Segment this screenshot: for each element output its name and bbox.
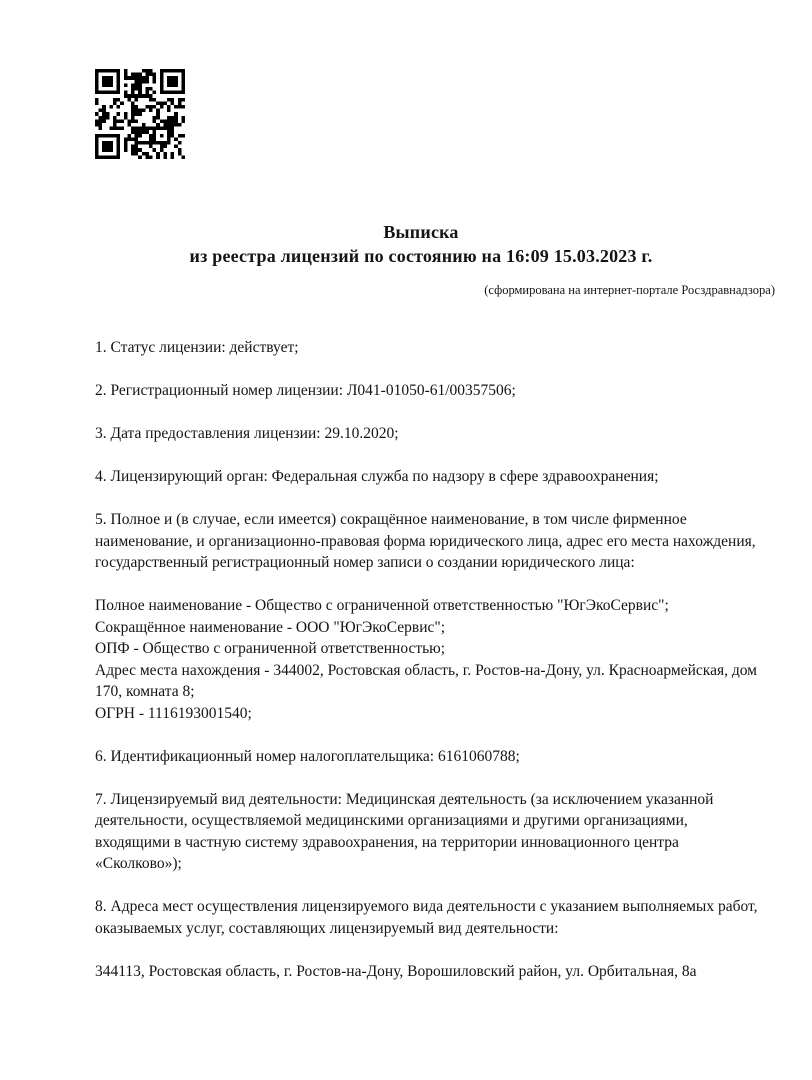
- paragraph-org-details: [95, 595, 760, 724]
- paragraph-activity-address: 344113, Ростовская область, г. Ростов-на-Дону, Ворошиловский район, ул. Орбитальная, 8а: [95, 962, 697, 980]
- paragraph-license-status: 1. Статус лицензии: действует;: [95, 339, 299, 356]
- document-title-line2: из реестра лицензий по состоянию на 16:09 15.03.2023 г.: [189, 246, 653, 266]
- org-detail-full-name: Полное наименование - Общество с ограниченной ответственностью "ЮгЭкоСервис";: [95, 597, 669, 614]
- paragraph-taxpayer-number: 6. Идентификационный номер налогоплательщика: 6161060788;: [95, 747, 520, 765]
- org-detail-short-name: Сокращённое наименование - ООО "ЮгЭкоСервис";: [95, 618, 446, 636]
- paragraph-licensed-activity: 7. Лицензируемый вид деятельности: Медицинская деятельность (за исключением указанной деятельности, осуществляемой медицинскими организациями и другими организациями, входящими в частную систему здравоохранения, на территории инновационного центра «Сколково»);: [95, 790, 714, 872]
- document-subtitle: (сформирована на интернет-портале Росздравнадзора): [484, 283, 775, 297]
- document-title: [81, 220, 761, 268]
- paragraph-activity-addresses-heading: 8. Адреса мест осуществления лицензируемого вида деятельности с указанием выполняемых работ, оказываемых услуг, составляющих лицензируемый вид деятельности:: [95, 898, 758, 937]
- org-detail-address: Адрес места нахождения - 344002, Ростовская область, г. Ростов-на-Дону, ул. Красноармейская, дом 170, комната 8;: [95, 661, 757, 700]
- paragraph-org-info-heading: 5. Полное и (в случае, если имеется) сокращённое наименование, в том числе фирменное наименование, и организационно-правовая форма юридического лица, адрес его места нахождения, государственный регистрационный номер записи о создании юридического лица:: [95, 511, 756, 571]
- document-title-line1: Выписка: [383, 222, 459, 242]
- paragraph-grant-date: 3. Дата предоставления лицензии: 29.10.2020;: [95, 425, 399, 442]
- org-detail-ogrn: ОГРН - 1116193001540;: [95, 704, 252, 722]
- qr-code-icon: [95, 69, 185, 159]
- org-detail-legal-form: ОПФ - Общество с ограниченной ответственностью;: [95, 640, 446, 657]
- document-body: [95, 337, 760, 1004]
- paragraph-licensing-authority: 4. Лицензирующий орган: Федеральная служба по надзору в сфере здравоохранения;: [95, 468, 659, 485]
- paragraph-registration-number: 2. Регистрационный номер лицензии: Л041-01050-61/00357506;: [95, 382, 516, 399]
